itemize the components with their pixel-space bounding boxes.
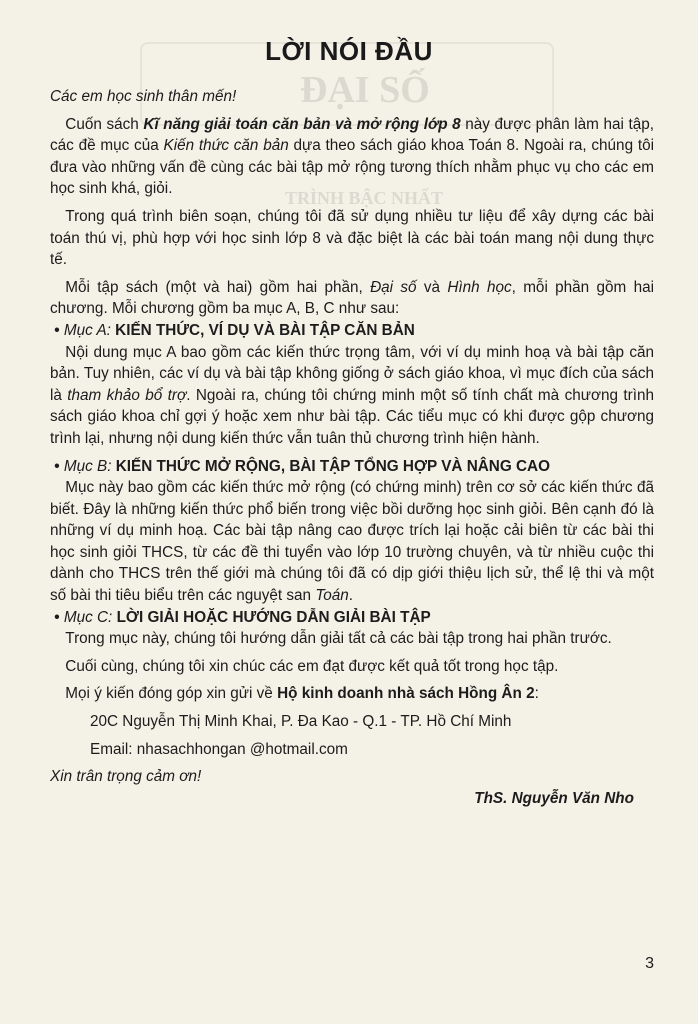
feedback-line: Mọi ý kiến đóng góp xin gửi về Hộ kinh doanh nhà sách Hồng Ân 2: bbox=[65, 685, 539, 703]
email: Email: nhasachhongan @hotmail.com bbox=[90, 740, 348, 758]
thanks: Xin trân trọng cảm ơn! bbox=[50, 768, 202, 786]
page-number: 3 bbox=[645, 955, 654, 972]
greeting: Các em học sinh thân mến! bbox=[50, 88, 237, 105]
bleed-through-heading: ĐẠI SỐ bbox=[300, 69, 430, 111]
address: 20C Nguyễn Thị Minh Khai, P. Đa Kao - Q.1 - TP. Hồ Chí Minh bbox=[90, 713, 512, 731]
section-a-text: Nội dung mục A bao gồm các kiến thức trọng tâm, với ví dụ minh hoạ và bài tập căn bản. Tuy nhiên, các ví dụ và bài tập không giống ở sách giáo khoa, vì mục đích của sách là tham khảo bổ trợ. Ngoài ra, chúng tôi chứng minh một số tính chất mà chương trình sách giáo khoa chỉ gợi ý hoặc xem như bài tập. Các tiểu mục có khi được gộp chương trình lại, nhưng nội dung kiến thức vẫn tuân thủ chương trình hiện hành. bbox=[50, 343, 654, 447]
preface-body bbox=[50, 86, 654, 809]
book-title: Kĩ năng giải toán căn bản và mở rộng lớp 8 bbox=[143, 115, 461, 133]
company-name: Hộ kinh doanh nhà sách Hồng Ân 2 bbox=[277, 685, 535, 703]
section-c-heading: • Mục C: LỜI GIẢI HOẶC HƯỚNG DẪN GIẢI BÀI TẬP bbox=[50, 608, 431, 626]
section-c-text: Trong mục này, chúng tôi hướng dẫn giải tất cả các bài tập trong hai phần trước. bbox=[65, 630, 612, 648]
section-a-heading: • Mục A: KIẾN THỨC, VÍ DỤ VÀ BÀI TẬP CĂN BẢN bbox=[50, 321, 415, 339]
section-b-heading: • Mục B: KIẾN THỨC MỞ RỘNG, BÀI TẬP TỔNG HỢP VÀ NÂNG CAO bbox=[50, 457, 550, 475]
bleed-through-subheading: TRÌNH BẬC NHẤT bbox=[285, 188, 444, 208]
author-signature: ThS. Nguyễn Văn Nho bbox=[474, 789, 634, 807]
page-title: LỜI NÓI ĐẦU bbox=[265, 36, 433, 66]
section-b-text: Mục này bao gồm các kiến thức mở rộng (có chứng minh) trên cơ sở các kiến thức đã biết. Đây là những kiến thức phổ biến trong việc bồi dưỡng học sinh giỏi. Bên cạnh đó là những ví dụ minh hoạ. Các bài tập nâng cao được trích lại hoặc cải biên từ các bài thi học sinh giỏi THCS, từ các đề thi tuyển vào lớp 10 trường chuyên, và từ nhiều cuộc thi dành cho THCS trên thế giới mà chúng tôi đã có dịp giới thiệu lịch sử, thể lệ thi và một số bài thi tiêu biểu trên các nguyệt san Toán. bbox=[50, 479, 654, 605]
closing-wish: Cuối cùng, chúng tôi xin chúc các em đạt được kết quả tốt trong học tập. bbox=[65, 657, 559, 675]
paragraph-intro: Cuốn sách Kĩ năng giải toán căn bản và mở rộng lớp 8 này được phân làm hai tập, các đề mục của Kiến thức căn bản dựa theo sách giáo khoa Toán 8. Ngoài ra, chúng tôi đưa vào những vấn đề cùng các bài tập mở rộng tương thích nhằm phục vụ cho các em học sinh khá, giỏi. bbox=[50, 115, 655, 198]
paragraph-structure: Mỗi tập sách (một và hai) gồm hai phần, Đại số và Hình học, mỗi phần gồm hai chương. Mỗi chương gồm ba mục A, B, C như sau: bbox=[50, 278, 654, 318]
paragraph-sources: Trong quá trình biên soạn, chúng tôi đã sử dụng nhiều tư liệu để xây dựng các bài toán thú vị, phù hợp với học sinh lớp 8 và đặc biệt là các bài toán mang nội dung thực tế. bbox=[50, 207, 654, 269]
